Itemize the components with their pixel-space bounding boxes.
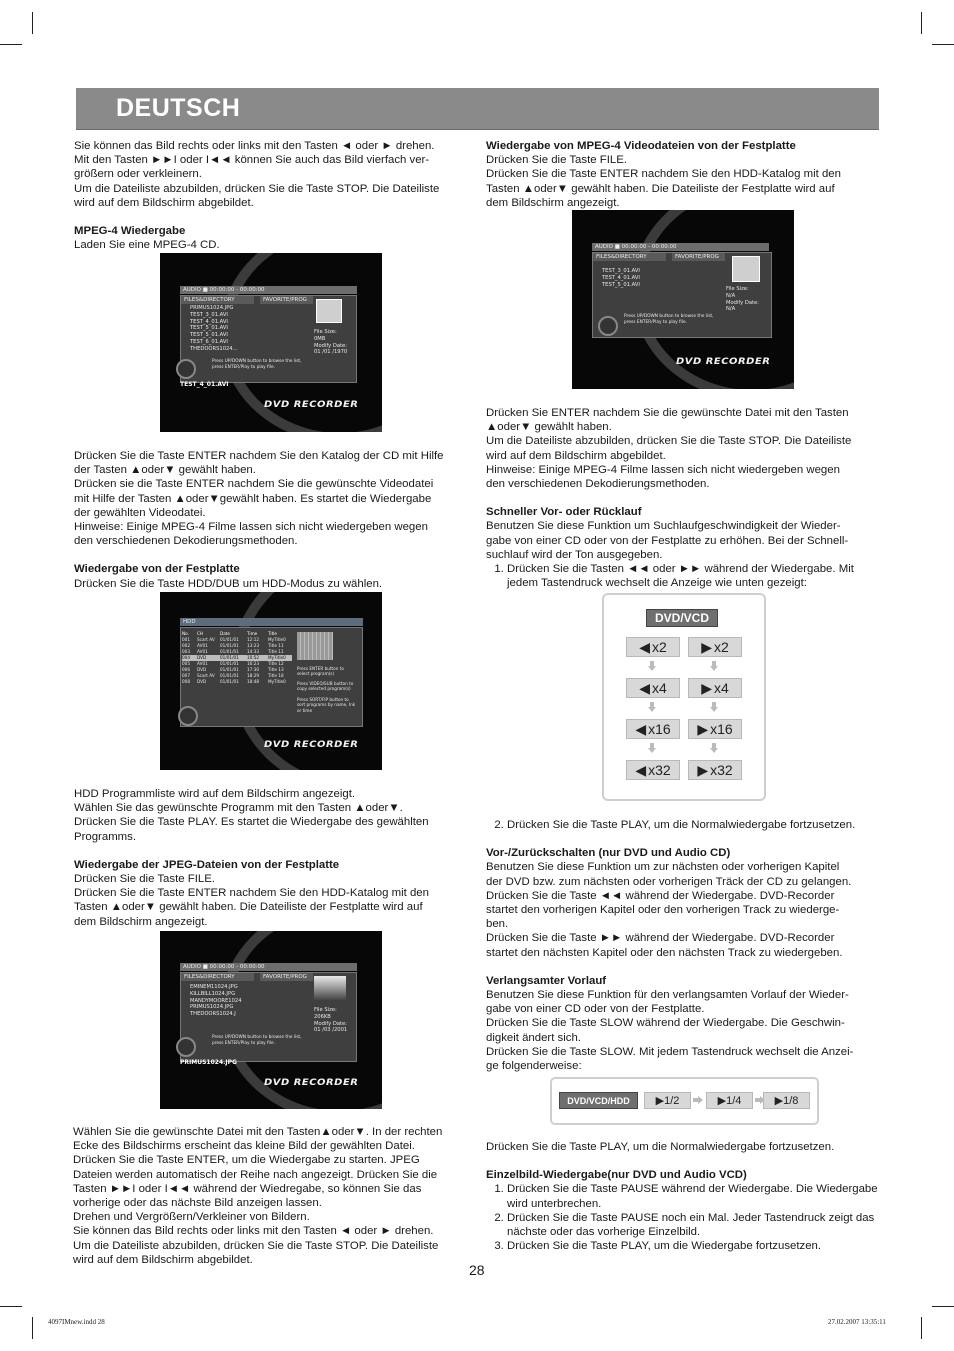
left-column-mpeg4-text: [74, 449, 470, 591]
down-arrow-icon: [648, 661, 656, 670]
table-cell: 01/01/01: [220, 643, 239, 648]
paragraph-line: ▲oder▼ gewählt haben.: [486, 421, 612, 434]
screenshot-mpeg4-hdd: [572, 210, 794, 389]
preview-thumbnail: [297, 632, 333, 660]
paragraph-line: Drücken sie die Taste ENTER nachdem Sie die gewünschte Videodatei: [74, 478, 434, 491]
table-cell: 002: [182, 643, 190, 648]
table-cell: Scart AV: [197, 673, 215, 678]
brand-logo: DVD RECORDER: [676, 357, 771, 367]
table-cell: 13:23: [247, 643, 260, 648]
table-cell: 01/01/01: [220, 673, 239, 678]
paragraph-line: digkeit ändert sich.: [486, 1031, 581, 1044]
table-cell: MyTitle0: [268, 679, 286, 684]
table-cell: 01/01/01: [220, 649, 239, 654]
table-cell: AV01: [197, 643, 208, 648]
table-cell: 18:48: [247, 679, 260, 684]
paragraph-line: Wählen Sie die gewünschte Datei mit den Tasten▲oder▼. In der rechten: [73, 1126, 443, 1138]
slow-diagram-label: DVD/VCD/HDD: [559, 1092, 638, 1109]
table-cell: 01/01/01: [220, 667, 239, 672]
paragraph-line: Hinweise: Einige MPEG-4 Filme lassen sich nicht wiedergeben wegen: [74, 521, 428, 534]
section-heading: Wiedergabe von MPEG-4 Videodateien von der Festplatte: [486, 140, 796, 152]
section-heading: Wiedergabe von der Festplatte: [74, 563, 240, 576]
table-cell: 10:52: [247, 655, 260, 660]
table-cell: AV01: [197, 649, 208, 654]
brand-logo: DVD RECORDER: [264, 740, 359, 750]
list-item: 2. Drücken Sie die Taste PAUSE noch ein Mal. Jeder Tastendruck zeigt das nächste oder das vorherige Einzelbild.: [507, 1211, 878, 1239]
section-header: [76, 88, 879, 130]
paragraph-line: Drücken Sie die Taste FILE.: [74, 873, 215, 886]
file-list: PRIMUS1024.JPG TEST_3_01.AVI TEST_4_01.AVI TEST_5_01.AVI TEST_5_01.AVI TEST_6_01.AVI THEDOORS1024...: [190, 305, 238, 352]
table-cell: 006: [182, 667, 190, 672]
table-cell: MyTitle0: [268, 655, 286, 660]
section-heading: MPEG-4 Wiedergabe: [74, 225, 186, 238]
slow-speed-cell: ▶ 1/2: [644, 1092, 691, 1109]
screenshot-mpeg4-cd: [160, 253, 382, 432]
hdd-program-table: [182, 631, 292, 685]
table-header: No. CH Date Time Title: [182, 631, 277, 636]
section-heading: Einzelbild-Wiedergabe(nur DVD und Audio VCD): [486, 1169, 747, 1182]
brand-logo: DVD RECORDER: [264, 400, 359, 410]
table-cell: 01/01/01: [220, 655, 239, 660]
hint-text: Press UP/DOWN button to browse the list, press ENTER/Play to play file.: [212, 1035, 302, 1046]
paragraph-line: Ecke des Bildschirms erscheint das kleine Bild der gewählten Datei.: [73, 1140, 415, 1153]
paragraph-line: dem Bildschirm angezeigt.: [74, 915, 208, 928]
remote-dial-icon: [598, 316, 618, 336]
paragraph-line: Um die Dateiliste abzubilden, drücken Sie die Taste STOP. Die Dateiliste: [74, 182, 440, 195]
table-cell: 14:33: [247, 649, 260, 654]
hint-text: Press UP/DOWN button to browse the list, press ENTER/Play to play file.: [624, 314, 714, 325]
paragraph-line: vorherige oder das nächste Bild anzeigen lassen.: [73, 1197, 322, 1210]
down-arrow-icon: [710, 702, 718, 711]
paragraph-line: Drücken Sie die Taste PLAY, um die Normalwiedergabe fortzusetzen.: [486, 1141, 835, 1153]
table-cell: AV01: [197, 661, 208, 666]
crop-mark: [921, 1317, 922, 1339]
page-number: 28: [469, 1262, 485, 1278]
right-column-skip: [486, 818, 878, 1073]
hint-text: Press UP/DOWN button to browse the list, press ENTER/Play to play file.: [212, 359, 302, 370]
hdd-title-bar: HDD: [180, 618, 363, 626]
paragraph-line: Drücken Sie die Taste ►► während der Wiedergabe. DVD-Recorder: [486, 932, 835, 945]
rewind-speed-cell: ◀ x16: [626, 719, 680, 739]
hdd-notes: Press ENTER button to select program(s) Press VIDEO/SUB button to copy selected program(s) Press SORT/FIP button to sort programs by name, Ink or time: [297, 666, 356, 713]
screenshot-hdd-list: [160, 592, 382, 770]
right-column-still: [486, 1140, 878, 1253]
paragraph-line: den verschiedenen Dekodierungsmethoden.: [74, 535, 298, 548]
files-header: FILES&DIRECTORY: [181, 296, 254, 304]
speed-diagram: [602, 593, 766, 801]
paragraph-line: suchlauf wird der Ton ausgegeben.: [486, 548, 663, 561]
favorite-header: FAVORITE/PROG: [260, 973, 313, 981]
table-cell: MyTitle0: [268, 637, 286, 642]
down-arrow-icon: [710, 661, 718, 670]
forward-speed-cell: ▶ x32: [688, 760, 742, 780]
paragraph-line: wird auf dem Bildschirm abgebildet.: [486, 449, 666, 462]
remote-dial-icon: [178, 706, 198, 726]
table-cell: 01/01/01: [220, 679, 239, 684]
right-column-fast: [486, 406, 878, 590]
left-column-hdd-text: [74, 787, 470, 929]
section-heading: Wiedergabe der JPEG-Dateien von der Festplatte: [74, 858, 340, 871]
table-cell: 004: [182, 655, 190, 660]
table-cell: Title 11: [268, 643, 284, 648]
section-title: DEUTSCH: [116, 94, 241, 122]
list-item: 1. Drücken Sie die Taste PAUSE während der Wiedergabe. Die Wiedergabe wird unterbrechen.: [507, 1182, 878, 1210]
paragraph-line: wird auf dem Bildschirm abgebildet.: [74, 196, 254, 209]
paragraph-line: Drücken Sie ENTER nachdem Sie die gewünschte Datei mit den Tasten: [486, 407, 849, 419]
crop-mark: [932, 44, 954, 45]
paragraph-line: Drücken Sie die Taste SLOW. Mit jedem Tastendruck wechselt die Anzei-: [486, 1045, 854, 1058]
down-arrow-icon: [648, 702, 656, 711]
section-heading: Vor-/Zurückschalten (nur DVD und Audio CD): [486, 847, 731, 860]
list-item: 1. Drücken Sie die Tasten ◄◄ oder ►► während der Wiedergabe. Mit jedem Tastendruck wechselt die Anzeige wie unten gezeigt:: [507, 562, 878, 590]
paragraph-line: Um die Dateiliste abzubilden, drücken Sie die Taste STOP. Die Dateiliste: [73, 1239, 439, 1252]
rewind-speed-cell: ◀ x4: [626, 678, 680, 698]
list-item: 3. Drücken Sie die Taste PLAY, um die Wiedergabe fortzusetzen.: [507, 1239, 878, 1253]
paragraph-line: startet den vorherigen Kapitel oder den vorherigen Track zu wiederge-: [486, 904, 840, 917]
audio-time-bar: AUDIO ■ 00:00:00 - 00:00:00: [592, 243, 769, 251]
file-list: EMINEM11024.JPG KILLBILL1024.JPG MANDYMOORE1024 PRIMUS1024.JPG THEDOORS1024.J: [190, 984, 242, 1018]
paragraph-line: Drücken Sie die Taste SLOW während der Wiedergabe. Die Geschwin-: [486, 1017, 845, 1030]
section-heading: Schneller Vor- oder Rücklauf: [486, 506, 642, 519]
table-cell: Title 18: [268, 673, 284, 678]
paragraph-line: Benutzen Sie diese Funktion für den verlangsamten Vorlauf der Wieder-: [486, 989, 849, 1002]
file-info: File Size: 0MB Modify Date: 01 /01 /1970: [314, 329, 348, 356]
speed-diagram-label: DVD/VCD: [646, 609, 718, 627]
paragraph-line: Programms.: [74, 830, 137, 843]
paragraph-line: mit Hilfe der Tasten ▲oder▼gewählt haben. Es startet die Wiedergabe: [74, 492, 432, 505]
table-cell: Title 12: [268, 661, 284, 666]
crop-mark: [32, 12, 33, 34]
rewind-speed-cell: ◀ x2: [626, 637, 680, 657]
paragraph-line: der gewählten Videodatei.: [74, 506, 206, 519]
paragraph-line: Tasten ▲oder▼ gewählt haben. Die Dateiliste der Festplatte wird auf: [486, 182, 835, 195]
table-cell: 008: [182, 679, 190, 684]
paragraph-line: Sie können das Bild rechts oder links mit den Tasten ◄ oder ► drehen.: [73, 1225, 434, 1238]
slow-speed-diagram: [550, 1077, 819, 1125]
paragraph-line: Um die Dateiliste abzubilden, drücken Sie die Taste STOP. Die Dateiliste: [486, 435, 852, 448]
section-heading: Verlangsamter Vorlauf: [486, 974, 607, 987]
paragraph-line: Tasten ▲oder▼ gewählt haben. Die Dateiliste der Festplatte wird auf: [74, 901, 423, 914]
paragraph-line: Sie können das Bild rechts oder links mit den Tasten ◄ oder ► drehen.: [74, 140, 435, 152]
slow-speed-cell: ▶ 1/8: [763, 1092, 810, 1109]
right-arrow-icon: [693, 1096, 703, 1104]
files-header: FILES&DIRECTORY: [181, 973, 254, 981]
footer-timestamp: 27.02.2007 13:35:11: [828, 1318, 886, 1326]
slow-speed-cell: ▶ 1/4: [706, 1092, 753, 1109]
table-cell: 005: [182, 661, 190, 666]
crop-mark: [932, 1306, 954, 1307]
paragraph-line: gabe von einer CD oder von der Festplatte.: [486, 1003, 705, 1016]
folder-icon: [732, 256, 760, 282]
forward-speed-cell: ▶ x4: [688, 678, 742, 698]
left-column-intro: [74, 139, 470, 252]
table-cell: DVD: [197, 679, 207, 684]
paragraph-line: ben.: [486, 918, 509, 931]
paragraph-line: Drücken Sie die Taste HDD/DUB um HDD-Modus zu wählen.: [74, 577, 383, 590]
paragraph-line: HDD Programmliste wird auf dem Bildschirm angezeigt.: [74, 788, 356, 800]
paragraph-line: Drücken Sie die Taste ENTER, um die Wiedergabe zu starten. JPEG: [73, 1154, 420, 1167]
paragraph-line: Benutzen Sie diese Funktion um Suchlaufgeschwindigkeit der Wieder-: [486, 520, 841, 533]
table-cell: DVD: [197, 655, 207, 660]
screenshot-jpeg: [160, 931, 382, 1109]
table-cell: 007: [182, 673, 190, 678]
file-type-icon: [316, 299, 342, 323]
paragraph-line: größern oder verkleinern.: [74, 168, 202, 181]
paragraph-line: Benutzen Sie diese Funktion um zur nächsten oder vorherigen Kapitel: [486, 861, 840, 874]
paragraph-line: Wählen Sie das gewünschte Programm mit den Tasten ▲oder▼.: [74, 802, 403, 815]
table-row: [182, 679, 292, 685]
down-arrow-icon: [648, 743, 656, 752]
crop-mark: [32, 1317, 33, 1339]
table-cell: DVD: [197, 667, 207, 672]
footer-file-info: 4097IMnew.indd 28: [48, 1318, 105, 1326]
forward-speed-cell: ▶ x2: [688, 637, 742, 657]
paragraph-line: der DVD bzw. zum nächsten oder vorherigen Träck der CD zu gelangen.: [486, 875, 852, 888]
brand-logo: DVD RECORDER: [264, 1078, 359, 1088]
table-cell: 003: [182, 649, 190, 654]
paragraph-line: Drücken Sie die Taste FILE.: [486, 154, 627, 167]
table-cell: 18:29: [247, 673, 260, 678]
paragraph-line: Drücken Sie die Taste ENTER nachdem Sie den Katalog der CD mit Hilfe: [74, 450, 444, 462]
audio-time-bar: AUDIO ■ 00:00:00 - 00:00:00: [180, 963, 357, 971]
crop-mark: [0, 44, 22, 45]
table-cell: Title 11: [268, 649, 284, 654]
paragraph-line: dem Bildschirm angezeigt.: [486, 196, 620, 209]
paragraph-line: Drücken Sie die Taste ◄◄ während der Wiedergabe. DVD-Recorder: [486, 889, 835, 902]
paragraph-line: Mit den Tasten ►►I oder I◄◄ können Sie auch das Bild vierfach ver-: [74, 154, 430, 167]
favorite-header: FAVORITE/PROG: [260, 296, 313, 304]
paragraph-line: wird auf dem Bildschirm abgebildet.: [73, 1253, 253, 1266]
remote-dial-icon: [176, 1037, 196, 1057]
file-info: File Size: N/A Modify Date: N/A: [726, 286, 759, 313]
remote-dial-icon: [176, 359, 196, 379]
files-header: FILES&DIRECTORY: [593, 253, 666, 261]
paragraph-line: der Tasten ▲oder▼ gewählt haben.: [74, 464, 256, 477]
file-list: TEST_3_01.AVI TEST_4_01.AVI TEST_5_01.AVI: [602, 268, 640, 288]
favorite-header: FAVORITE/PROG: [672, 253, 725, 261]
paragraph-line: Drehen und Vergrößern/Verkleiner von Bildern.: [73, 1211, 310, 1224]
left-column-jpeg-text: [73, 1125, 473, 1267]
audio-time-bar: AUDIO ■ 00:00:00 - 00:00:00: [180, 286, 357, 294]
rewind-speed-cell: ◀ x32: [626, 760, 680, 780]
table-cell: 12:12: [247, 637, 260, 642]
right-column-mpeg4hdd: [486, 139, 878, 210]
table-cell: 17:30: [247, 667, 260, 672]
paragraph-line: Drücken Sie die Taste PLAY. Es startet die Wiedergabe des gewählten: [74, 816, 429, 829]
file-info: File Size: 206KB Modify Date: 01 /03 /2001: [314, 1007, 348, 1034]
paragraph-line: Laden Sie eine MPEG-4 CD.: [74, 239, 220, 252]
selected-file: PRIMUS1024.JPG: [180, 1059, 237, 1066]
table-cell: Scart AV: [197, 637, 215, 642]
paragraph-line: Tasten ►►I oder I◄◄ während der Wiedregabe, so können Sie das: [73, 1182, 422, 1195]
paragraph-line: gabe von einer CD oder von der Festplatte zu erhöhen. Bei der Schnell-: [486, 534, 849, 547]
down-arrow-icon: [710, 743, 718, 752]
selected-file: TEST_4_01.AVI: [180, 381, 229, 388]
paragraph-line: startet den nächsten Kapitel oder den nächsten Track zu wiedergeben.: [486, 946, 843, 959]
paragraph-line: Hinweise: Einige MPEG-4 Filme lassen sich nicht wiedergeben wegen: [486, 463, 840, 476]
paragraph-line: ge folgenderweise:: [486, 1060, 582, 1073]
list-item: 2. Drücken Sie die Taste PLAY, um die Normalwiedergabe fortzusetzen.: [507, 818, 878, 832]
paragraph-line: Drücken Sie die Taste ENTER nachdem Sie den HDD-Katalog mit den: [486, 168, 841, 181]
image-thumbnail: [314, 976, 346, 1000]
crop-mark: [921, 12, 922, 34]
paragraph-line: den verschiedenen Dekodierungsmethoden.: [486, 478, 710, 491]
paragraph-line: Dateien werden automatisch der Reihe nach angezeigt. Drücken Sie die: [73, 1168, 438, 1181]
table-cell: 01/01/01: [220, 661, 239, 666]
table-cell: 16:23: [247, 661, 260, 666]
table-cell: Title 13: [268, 667, 284, 672]
table-cell: 01/01/01: [220, 637, 239, 642]
paragraph-line: Drücken Sie die Taste ENTER nachdem Sie den HDD-Katalog mit den: [74, 887, 429, 900]
forward-speed-cell: ▶ x16: [688, 719, 742, 739]
table-cell: 001: [182, 637, 190, 642]
crop-mark: [0, 1306, 22, 1307]
